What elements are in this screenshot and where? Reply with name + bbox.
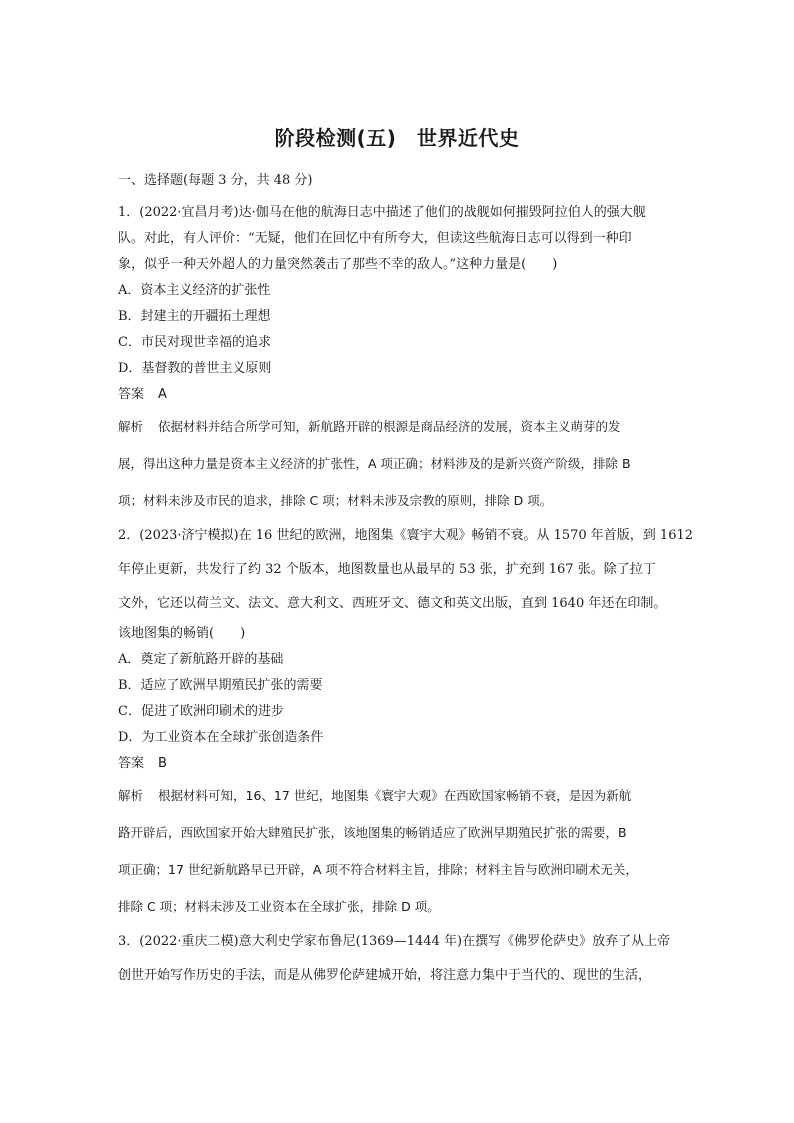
answer-row <box>118 751 678 777</box>
option-a: A．资本主义经济的扩张性 <box>118 283 271 298</box>
question-text-line: 文外，它还以荷兰文、法文、意大利文、西班牙文、德文和英文出版，直到 1640 年还在印制。 <box>118 596 667 611</box>
question-1 <box>118 200 678 519</box>
option-c: C．促进了欧洲印刷术的进步 <box>118 704 284 719</box>
option-a: A．奠定了新航路开辟的基础 <box>118 652 284 667</box>
document-content <box>118 172 694 993</box>
explanation-line: 项；材料未涉及市民的追求，排除 C 项；材料未涉及宗教的原则，排除 D 项。 <box>118 493 553 508</box>
option-b: B．封建主的开疆拓土理想 <box>118 309 271 324</box>
explanation-line: 路开辟后，西欧国家开始大肆殖民扩张，该地图集的畅销适应了欧洲早期殖民扩张的需要，B <box>118 825 627 840</box>
option-c: C．市民对现世幸福的追求 <box>118 335 271 350</box>
explanation-label: 解析 <box>118 788 144 803</box>
question-text-line: 3．(2022·重庆二模)意大利史学家布鲁尼(1369—1444 年)在撰写《佛罗伦萨史》放弃了从上帝 <box>118 934 671 949</box>
question-text-line: 1．(2022·宜昌月考)达·伽马在他的航海日志中描述了他们的战舰如何摧毁阿拉伯人的强大舰 <box>118 205 646 220</box>
option-d: D．基督教的普世主义原则 <box>118 361 272 376</box>
page-title: 阶段检测(五) 世界近代史 <box>274 126 520 150</box>
answer-value: B <box>158 756 167 771</box>
explanation-line: 解析 根据材料可知，16、17 世纪，地图集《寰宇大观》在西欧国家畅销不衰，是因为新航 <box>118 777 678 814</box>
answer-label: 答案 <box>118 387 145 402</box>
explanation-line: 排除 C 项；材料未涉及工业资本在全球扩张，排除 D 项。 <box>118 899 440 914</box>
section-header: 一、选择题(每题 3 分，共 48 分) <box>118 173 313 188</box>
question-3 <box>118 925 678 993</box>
question-text-line: 年停止更新，共发行了约 32 个版本，地图数量也从最早的 53 张，扩充到 167 张。除了拉丁 <box>118 562 656 577</box>
answer-row <box>118 382 678 408</box>
question-text-line: 2．(2023·济宁模拟)在 16 世纪的欧洲，地图集《寰宇大观》畅销不衰。从 1570 年首版，到 1612 <box>118 528 694 543</box>
explanation-line: 解析 依据材料并结合所学可知，新航路开辟的根源是商品经济的发展，资本主义萌芽的发 <box>118 408 678 445</box>
question-text-line: 队。对此，有人评价：“无疑，他们在回忆中有所夸大，但读这些航海日志可以得到一种印 <box>118 231 632 246</box>
explanation-line: 项正确；17 世纪新航路早已开辟，A 项不符合材料主旨，排除；材料主旨与欧洲印刷术无关， <box>118 862 638 877</box>
question-2 <box>118 519 694 925</box>
question-text-line: 创世开始写作历史的手法，而是从佛罗伦萨建城开始，将注意力集中于当代的、现世的生活， <box>118 968 652 983</box>
option-d: D．为工业资本在全球扩张创造条件 <box>118 730 324 745</box>
question-text-line: 象，似乎一种天外超人的力量突然袭击了那些不幸的敌人。”这种力量是( ) <box>118 257 558 272</box>
answer-label: 答案 <box>118 756 145 771</box>
answer-value: A <box>158 387 167 402</box>
explanation-label: 解析 <box>118 419 144 434</box>
explanation-line: 展，得出这种力量是资本主义经济的扩张性，A 项正确；材料涉及的是新兴资产阶级，排除 B <box>118 456 631 471</box>
question-text-line: 该地图集的畅销( ) <box>118 626 246 641</box>
option-b: B．适应了欧洲早期殖民扩张的需要 <box>118 678 323 693</box>
